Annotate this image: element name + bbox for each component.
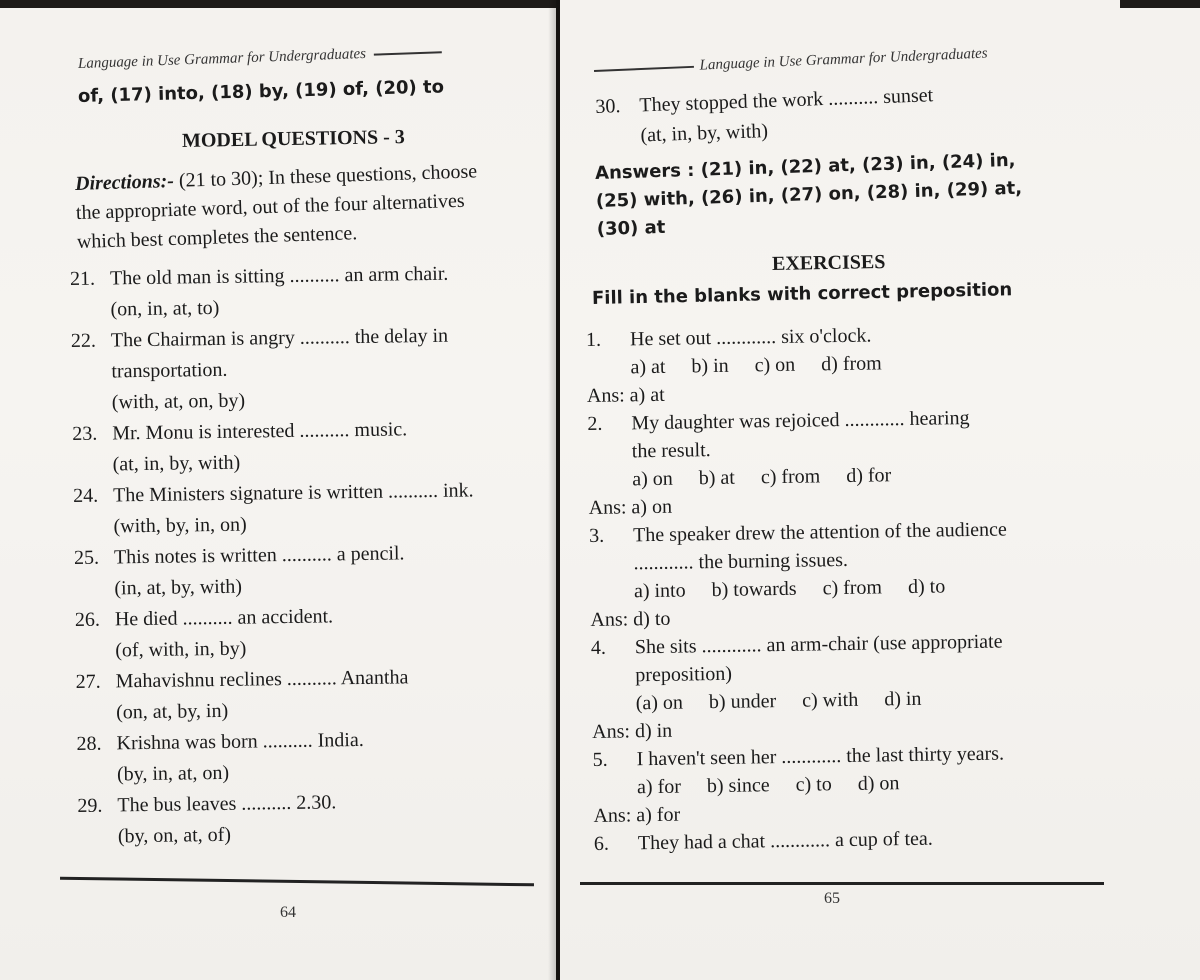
exercise-text-continued: preposition) (635, 662, 733, 687)
running-header-text: Language in Use Grammar for Undergraduates (77, 45, 367, 72)
exercise-answer: Ans: a) at (586, 383, 665, 408)
left-page (0, 0, 556, 980)
answers-block (595, 147, 1024, 244)
question-options: (by, in, at, on) (116, 761, 230, 786)
question-options: (of, with, in, by) (115, 637, 247, 662)
question-text: He died .......... an accident. (114, 605, 334, 631)
question-options: (on, in, at, to) (110, 296, 220, 321)
exercise-text: He set out ............ six o'clock. (629, 324, 872, 351)
question-options: (at, in, by, with) (640, 120, 769, 147)
directions-line: (21 to 30); In these questions, choose (173, 160, 478, 192)
question-options: (by, on, at, of) (117, 823, 232, 848)
option: c) from (760, 465, 821, 489)
question-options: (on, at, by, in) (115, 699, 229, 724)
exercises-instruction: Fill in the blanks with correct preposition (591, 279, 1013, 309)
exercises-title: EXERCISES (771, 251, 886, 275)
option: b) under (708, 690, 777, 714)
option: d) for (846, 464, 892, 487)
exercise-text-continued: ............ the burning issues. (633, 548, 849, 575)
running-header-text: Language in Use Grammar for Undergraduates (699, 45, 988, 74)
running-header (78, 43, 442, 73)
question-number: 26. (74, 608, 101, 631)
question-number: 24. (72, 484, 99, 508)
exercise-text: I haven't seen her ............ the last thirty years. (636, 742, 1005, 771)
option: d) on (857, 772, 900, 795)
page-number: 64 (280, 904, 296, 921)
question-number: 27. (75, 670, 101, 693)
question-number: 23. (72, 422, 98, 446)
option: a) into (633, 579, 686, 603)
question-options: (in, at, by, with) (114, 575, 243, 600)
option: (a) on (635, 691, 684, 715)
option: b) since (706, 774, 770, 798)
question-item (74, 537, 475, 605)
exercise-text: My daughter was rejoiced ............ hearing (631, 407, 970, 435)
question-list (70, 258, 479, 853)
option: b) towards (711, 577, 797, 602)
answers-line: (25) with, (26) in, (27) on, (28) in, (29) at, (595, 177, 1023, 212)
question-number: 25. (73, 546, 100, 569)
exercise-list (586, 319, 1012, 857)
exercise-number: 1. (585, 328, 602, 352)
option: c) to (795, 773, 832, 796)
exercise-item (591, 627, 1010, 746)
question-options: (at, in, by, with) (112, 451, 241, 476)
question-number: 22. (70, 329, 97, 353)
question-item (76, 661, 477, 729)
question-item (595, 80, 935, 152)
exercise-item (587, 403, 1006, 522)
question-text: The old man is sitting .......... an arm chair. (109, 262, 449, 290)
option: c) from (822, 576, 883, 600)
question-options: (with, at, on, by) (111, 389, 246, 414)
question-text: This notes is written .......... a pencil. (113, 542, 405, 569)
answers-line: (30) at (596, 216, 666, 240)
option: d) in (884, 687, 922, 711)
exercise-text: The speaker drew the attention of the audience (632, 518, 1007, 547)
answers-line: Answers : (21) in, (22) at, (23) in, (24) in, (594, 149, 1016, 185)
option: a) on (632, 467, 673, 491)
exercise-number: 6. (593, 832, 610, 855)
scan-edge (1120, 0, 1200, 8)
option: c) on (754, 353, 796, 377)
option: a) for (636, 775, 682, 799)
question-item (76, 723, 477, 791)
question-text: Krishna was born .......... India. (116, 728, 364, 755)
question-text: The Chairman is angry .......... the delay in (110, 324, 449, 352)
directions-line: the appropriate word, out of the four alternatives (75, 189, 465, 224)
question-text: Mahavishnu reclines .......... Anantha (115, 666, 409, 693)
section-title: MODEL QUESTIONS - 3 (181, 126, 405, 152)
directions-block (75, 157, 480, 257)
footer-rule (60, 877, 534, 887)
question-number: 30. (595, 95, 621, 119)
question-number: 29. (77, 794, 103, 817)
question-text: The bus leaves .......... 2.30. (117, 791, 337, 817)
scan-edge (0, 0, 556, 8)
option: b) in (691, 354, 729, 378)
question-options: (with, by, in, on) (113, 513, 247, 538)
option: d) from (821, 352, 882, 376)
exercise-answer: Ans: a) for (593, 803, 681, 827)
exercise-item (594, 823, 1012, 858)
previous-answers: of, (17) into, (18) by, (19) of, (20) to (77, 76, 445, 107)
exercise-item (589, 515, 1008, 634)
exercise-number: 5. (592, 748, 608, 771)
exercise-number: 2. (587, 412, 603, 436)
option: c) with (801, 688, 859, 712)
question-text: The Ministers signature is written .......... ink. (112, 479, 474, 507)
exercise-text-continued: the result. (631, 439, 711, 463)
question-item (70, 258, 471, 326)
header-rule (374, 51, 442, 55)
exercise-answer: Ans: a) on (588, 495, 673, 520)
question-number: 28. (76, 732, 102, 755)
question-item (73, 475, 474, 543)
question-item (75, 599, 476, 667)
exercise-item (586, 319, 1005, 410)
question-number: 21. (69, 267, 96, 291)
directions-label: Directions:- (74, 169, 175, 196)
exercise-text: She sits ............ an arm-chair (use appropriate (634, 630, 1003, 659)
question-item (71, 320, 473, 419)
option: b) at (698, 466, 736, 490)
question-text: They stopped the work .......... sunset (639, 84, 934, 117)
question-item (77, 785, 478, 853)
exercise-number: 4. (590, 636, 607, 659)
running-header (594, 46, 988, 79)
exercise-text: They had a chat ............ a cup of tea. (637, 827, 933, 855)
option: a) at (630, 355, 666, 379)
exercise-item (592, 739, 1011, 830)
exercise-answer: Ans: d) in (592, 719, 673, 743)
exercise-number: 3. (588, 524, 605, 548)
right-page (560, 0, 1200, 980)
exercise-answer: Ans: d) to (590, 607, 671, 631)
directions-line: which best completes the sentence. (76, 222, 358, 253)
question-text: Mr. Monu is interested .......... music. (112, 418, 408, 445)
header-rule (594, 65, 694, 71)
page-number: 65 (824, 890, 840, 907)
footer-rule (580, 882, 1104, 885)
question-text-continued: transportation. (111, 358, 228, 383)
question-item (72, 413, 473, 481)
option: d) to (907, 575, 946, 599)
